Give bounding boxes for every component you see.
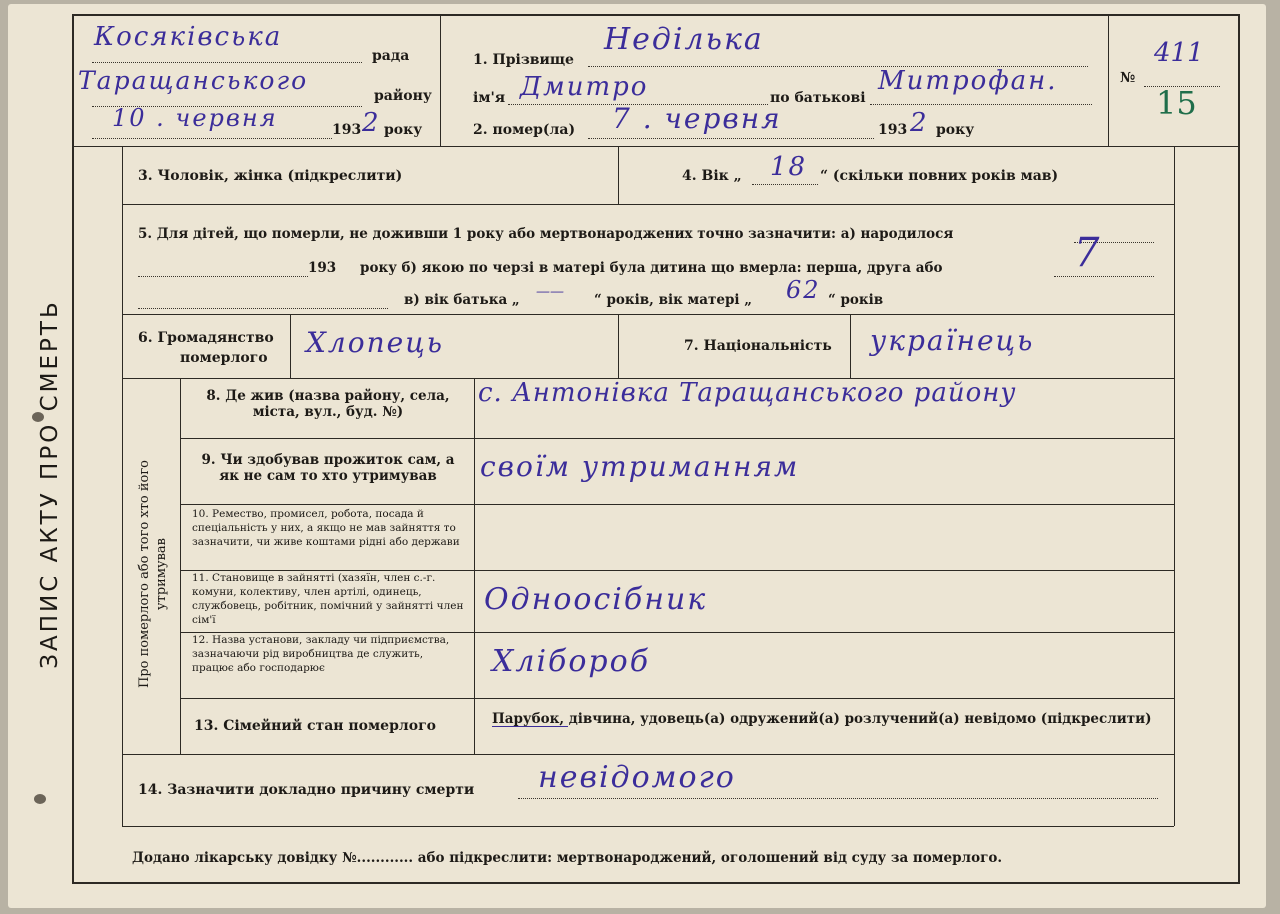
marital-underline xyxy=(492,726,568,727)
row11-bottom xyxy=(180,632,1174,633)
main-right-border xyxy=(1174,146,1175,826)
row10-bottom xyxy=(180,570,1174,571)
citizenship-label-2: померлого xyxy=(180,350,268,366)
document-sheet xyxy=(8,4,1266,908)
record-number-handwriting: 411 xyxy=(1154,38,1204,68)
row6-divider-a xyxy=(290,314,291,378)
council-handwriting: Косяківська xyxy=(94,22,283,52)
registration-year-label: року xyxy=(384,122,423,138)
nationality-handwriting: українець xyxy=(870,324,1035,357)
header-bottom-line xyxy=(72,146,1240,147)
employment-status-handwriting: Одноосібник xyxy=(484,582,708,617)
residence-label: 8. Де жив (назва району, села, міста, вул., буд. №) xyxy=(206,388,450,421)
mother-age-suffix: “ років xyxy=(828,292,884,308)
header-divider-1 xyxy=(440,14,441,146)
surname-label: 1. Прізвище xyxy=(473,52,574,68)
citizenship-handwriting: Хлопець xyxy=(306,326,445,359)
death-year-prefix: 193 xyxy=(878,122,908,138)
main-left-border xyxy=(122,146,123,826)
side-subtitle-line2: утримував xyxy=(154,538,169,610)
marital-status-options: Парубок, дівчина, удовець(а) одружений(а) розлучений(а) невідомо (підкреслити) xyxy=(492,711,1152,727)
patronymic-line xyxy=(870,104,1092,105)
side-subtitle-text xyxy=(137,460,171,688)
death-date-line xyxy=(588,138,874,139)
row8-bottom xyxy=(180,438,1174,439)
citizenship-label-1: 6. Громадянство xyxy=(138,330,274,346)
child-info-line2: року б) якою по черзі в матері була дитина що вмерла: перша, друга або xyxy=(360,260,943,276)
residence-handwriting: с. Антонівка Таращанського району xyxy=(478,378,1017,408)
child-info-year: 193 xyxy=(308,260,337,276)
nationality-label: 7. Національність xyxy=(684,338,832,354)
workplace-handwriting: Хлібороб xyxy=(492,644,651,679)
footer-note: Додано лікарську довідку №............ або підкреслити: мертвонароджений, оголошений від суду за померлого. xyxy=(132,850,1003,866)
record-number-label: № xyxy=(1120,70,1136,86)
group-bottom xyxy=(122,754,1174,755)
row6-divider-b xyxy=(618,314,619,378)
age-label: 4. Вік „ xyxy=(682,168,742,184)
child-info-line1: 5. Для дітей, що померли, не доживши 1 року або мертвонароджених точно зазначити: а) народилося xyxy=(138,226,954,242)
death-date-label: 2. помер(ла) xyxy=(473,122,576,138)
side-title-text: ЗАПИС АКТУ ПРО СМЕРТЬ xyxy=(37,299,63,669)
registration-date-handwriting: 10 . червня xyxy=(112,104,278,132)
registration-year-prefix: 193 xyxy=(332,122,362,138)
child-order-handwriting: 7 xyxy=(1074,230,1102,276)
row9-bottom xyxy=(180,504,1174,505)
workplace-label: 12. Назва установи, закладу чи підприємства, зазначаючи рід виробництва де служить, працює або господарює xyxy=(192,634,450,674)
registration-date-line xyxy=(92,138,332,139)
surname-handwriting: Неділька xyxy=(604,22,764,57)
row3-divider xyxy=(618,146,619,204)
child-order-line xyxy=(1054,276,1154,277)
death-year-label: року xyxy=(936,122,975,138)
age-handwriting: 18 xyxy=(770,152,808,182)
support-handwriting: своїм утриманням xyxy=(480,450,800,483)
first-name-label: ім'я xyxy=(473,90,506,106)
row3-bottom xyxy=(122,204,1174,205)
patronymic-label: по батькові xyxy=(770,90,866,106)
mother-age-handwriting: 62 xyxy=(786,276,821,304)
side-title xyxy=(30,204,70,764)
side-subtitle-line1: Про померлого або того хто його xyxy=(137,459,153,689)
first-name-handwriting: Дмитро xyxy=(520,72,649,102)
age-line xyxy=(752,184,818,185)
patronymic-handwriting: Митрофан. xyxy=(878,66,1058,96)
district-handwriting: Таращанського xyxy=(78,66,309,95)
row5-bottom xyxy=(122,314,1174,315)
header-divider-2 xyxy=(1108,14,1109,146)
sex-label: 3. Чоловік, жінка (підкреслити) xyxy=(138,168,403,184)
marital-status-label: 13. Сімейний стан померлого xyxy=(194,718,436,734)
death-date-handwriting: 7 . червня xyxy=(612,102,782,135)
mother-age-label: “ років, вік матері „ xyxy=(594,292,752,308)
death-year-handwriting: 2 xyxy=(910,108,929,138)
record-number-green: 15 xyxy=(1156,84,1197,122)
cause-of-death-handwriting: невідомого xyxy=(538,760,736,795)
council-label: рада xyxy=(372,48,410,64)
age-suffix: “ (скільки повних років мав) xyxy=(820,168,1059,184)
side-subtitle xyxy=(124,394,184,754)
occupation-type-label: 10. Ремество, промисел, робота, посада й спеціальність у них, а якщо не мав зайняття то зазначити, чи живе коштами рідні або держави xyxy=(192,508,460,548)
council-line xyxy=(92,62,362,63)
punch-hole-bottom xyxy=(34,794,46,804)
cause-of-death-label: 14. Зазначити докладно причину смерти xyxy=(138,782,475,798)
district-label: району xyxy=(374,88,432,104)
employment-status-label: 11. Становище в зайнятті (хазяїн, член с.-г. комуни, колективу, член артілі, одинець, службовець, робітник, помічний у зайнятті член сім'ї xyxy=(192,572,464,626)
row14-bottom xyxy=(122,826,1174,827)
father-age-label: в) вік батька „ xyxy=(404,292,520,308)
registration-year-handwriting: 2 xyxy=(362,108,381,138)
row6-divider-c xyxy=(850,314,851,378)
child-birth-line-2 xyxy=(138,276,308,277)
father-age-handwriting: —— xyxy=(536,284,564,300)
child-info-line3-dots xyxy=(138,308,388,309)
cause-of-death-line xyxy=(518,798,1158,799)
support-label: 9. Чи здобував прожиток сам, а як не сам то хто утримував xyxy=(201,452,455,485)
row12-bottom xyxy=(180,698,1174,699)
